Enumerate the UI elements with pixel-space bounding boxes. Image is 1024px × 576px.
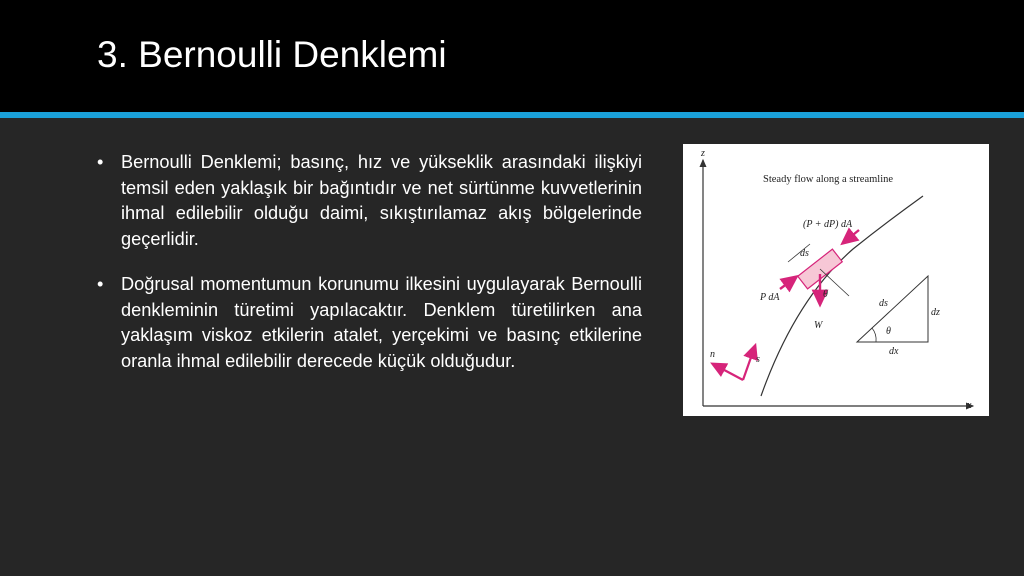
slide-title: 3. Bernoulli Denklemi: [97, 34, 447, 75]
n-label: n: [710, 349, 715, 360]
triangle-ds-label: ds: [879, 298, 888, 309]
bullet-item: [97, 150, 642, 252]
weight-label: W: [814, 320, 823, 331]
axis-z-label: z: [701, 148, 705, 159]
figure-caption: Steady flow along a streamline: [763, 174, 894, 185]
top-force-label: (P + dP) dA: [803, 219, 853, 230]
geometry-triangle: [857, 276, 928, 342]
top-force-arrow: [843, 230, 859, 243]
s-label: s: [756, 354, 760, 365]
bullet-item: [97, 272, 642, 374]
element-theta-label: θ: [823, 289, 828, 300]
accent-bar: [0, 112, 1024, 118]
pressure-force-arrow: [780, 277, 796, 289]
triangle-theta-label: θ: [886, 326, 891, 337]
triangle-angle-arc: [872, 328, 876, 342]
header-bar: [0, 0, 1024, 112]
streamline-direction-arrow: [743, 346, 755, 380]
pressure-force-label: P dA: [760, 292, 780, 303]
bullet-dot: •: [97, 274, 104, 294]
streamline-diagram: [683, 144, 989, 416]
axis-x-label: x: [967, 400, 972, 411]
ds-label: ds: [800, 248, 809, 259]
streamline-figure: [683, 144, 989, 416]
triangle-dx-label: dx: [889, 346, 899, 357]
bullet-list: [97, 150, 642, 394]
bullet-text: Doğrusal momentumun korunumu ilkesini uygulayarak Bernoulli denkleminin türetimi yapılacaktır. Denklem türetilirken ana yaklaşım viskoz etkilerin atalet, yerçekimi ve basınç etkilerine oranla ihmal edilebilir derecede küçük olduğudur.: [121, 274, 642, 371]
triangle-dz-label: dz: [931, 307, 940, 318]
bullet-text: Bernoulli Denklemi; basınç, hız ve yükseklik arasındaki ilişkiyi temsil eden yaklaşık bir bağıntıdır ve net sürtünme kuvvetlerinin ihmal edilebilir olduğu daimi, sıkıştırılamaz akış bölgelerinde geçerlidir.: [121, 152, 642, 249]
bullet-dot: •: [97, 152, 104, 172]
normal-direction-arrow: [713, 364, 743, 380]
